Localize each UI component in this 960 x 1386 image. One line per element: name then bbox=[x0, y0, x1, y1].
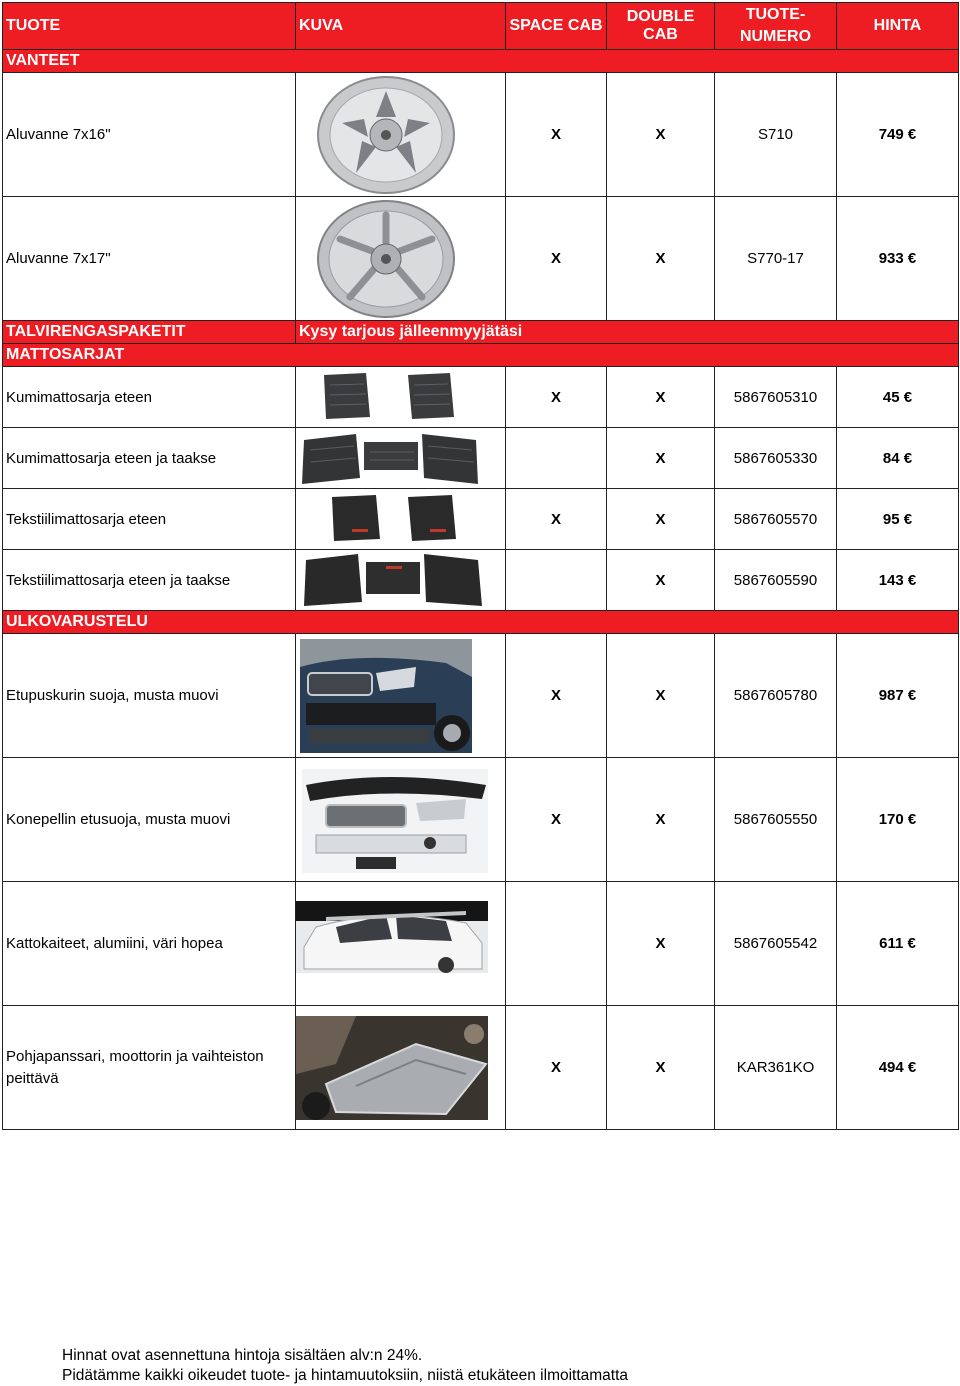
footer-notes bbox=[62, 1346, 628, 1386]
product-name: Konepellin etusuoja, musta muovi bbox=[3, 758, 296, 882]
product-number: KAR361KO bbox=[715, 1006, 837, 1130]
section-row-mattosarjat bbox=[3, 344, 959, 367]
textile-mats-front-image bbox=[296, 491, 506, 547]
space-cab-mark bbox=[506, 428, 607, 489]
product-price: 170 € bbox=[837, 758, 959, 882]
product-image-cell bbox=[296, 73, 506, 197]
product-image-cell bbox=[296, 489, 506, 550]
header-hinta: HINTA bbox=[837, 3, 959, 50]
double-cab-mark: X bbox=[607, 1006, 715, 1130]
double-cab-mark: X bbox=[607, 882, 715, 1006]
section-mattosarjat: MATTOSARJAT bbox=[3, 344, 959, 367]
header-space-cab: SPACE CAB bbox=[506, 3, 607, 50]
header-tuotenumero-line2: NUMERO bbox=[739, 28, 812, 45]
section-vanteet: VANTEET bbox=[3, 50, 959, 73]
product-image-cell bbox=[296, 428, 506, 489]
product-number: S710 bbox=[715, 73, 837, 197]
header-tuote: TUOTE bbox=[3, 3, 296, 50]
product-row bbox=[3, 367, 959, 428]
roof-rails-image bbox=[296, 897, 506, 977]
double-cab-mark: X bbox=[607, 489, 715, 550]
section-row-ulkovarustelu bbox=[3, 611, 959, 634]
section-row-vanteet bbox=[3, 50, 959, 73]
double-cab-mark: X bbox=[607, 73, 715, 197]
product-name: Tekstiilimattosarja eteen ja taakse bbox=[3, 550, 296, 611]
double-cab-mark: X bbox=[607, 634, 715, 758]
product-number: 5867605310 bbox=[715, 367, 837, 428]
footer-line-rights: Pidätämme kaikki oikeudet tuote- ja hintamuutoksiin, niistä etukäteen ilmoittamatta bbox=[62, 1367, 629, 1384]
space-cab-mark bbox=[506, 550, 607, 611]
product-name: Kattokaiteet, alumiini, väri hopea bbox=[3, 882, 296, 1006]
product-row bbox=[3, 758, 959, 882]
product-number: 5867605330 bbox=[715, 428, 837, 489]
wheel-17-image bbox=[296, 199, 506, 319]
product-row bbox=[3, 73, 959, 197]
product-price: 45 € bbox=[837, 367, 959, 428]
front-bumper-guard-image bbox=[296, 637, 506, 755]
header-kuva: KUVA bbox=[296, 3, 506, 50]
product-image-cell bbox=[296, 1006, 506, 1130]
space-cab-mark bbox=[506, 882, 607, 1006]
product-image-cell bbox=[296, 634, 506, 758]
product-name-line1: Pohjapanssari, moottorin ja vaihteiston bbox=[6, 1047, 264, 1065]
product-number: 5867605780 bbox=[715, 634, 837, 758]
space-cab-mark: X bbox=[506, 758, 607, 882]
product-price: 494 € bbox=[837, 1006, 959, 1130]
product-row bbox=[3, 882, 959, 1006]
price-table bbox=[2, 2, 959, 1130]
product-name-line2: peittävä bbox=[6, 1069, 59, 1087]
header-tuotenumero bbox=[715, 3, 837, 50]
product-row bbox=[3, 1006, 959, 1130]
wheel-16-image bbox=[296, 75, 506, 195]
product-image-cell bbox=[296, 882, 506, 1006]
hood-deflector-image bbox=[296, 765, 506, 875]
double-cab-mark: X bbox=[607, 428, 715, 489]
product-price: 749 € bbox=[837, 73, 959, 197]
double-cab-mark: X bbox=[607, 758, 715, 882]
product-price: 987 € bbox=[837, 634, 959, 758]
double-cab-mark: X bbox=[607, 197, 715, 321]
product-number: 5867605570 bbox=[715, 489, 837, 550]
section-row-talvirengaspaketit bbox=[3, 321, 959, 344]
space-cab-mark: X bbox=[506, 489, 607, 550]
skid-plate-image bbox=[296, 1014, 506, 1122]
space-cab-mark: X bbox=[506, 197, 607, 321]
section-talvirengaspaketit: TALVIRENGASPAKETIT bbox=[3, 321, 296, 344]
product-image-cell bbox=[296, 550, 506, 611]
header-tuotenumero-line1: TUOTE- bbox=[745, 6, 806, 23]
product-name: Aluvanne 7x17" bbox=[3, 197, 296, 321]
product-name: Aluvanne 7x16" bbox=[3, 73, 296, 197]
space-cab-mark: X bbox=[506, 73, 607, 197]
double-cab-mark: X bbox=[607, 550, 715, 611]
product-row bbox=[3, 489, 959, 550]
product-price: 84 € bbox=[837, 428, 959, 489]
rubber-mats-full-image bbox=[296, 428, 506, 488]
product-number: 5867605542 bbox=[715, 882, 837, 1006]
product-name: Kumimattosarja eteen ja taakse bbox=[3, 428, 296, 489]
space-cab-mark: X bbox=[506, 634, 607, 758]
header-double-cab: DOUBLE CAB bbox=[607, 3, 715, 50]
product-number: S770-17 bbox=[715, 197, 837, 321]
product-row bbox=[3, 550, 959, 611]
product-image-cell bbox=[296, 758, 506, 882]
section-talvirengas-note: Kysy tarjous jälleenmyyjätäsi bbox=[296, 321, 959, 344]
space-cab-mark: X bbox=[506, 367, 607, 428]
product-name: Kumimattosarja eteen bbox=[3, 367, 296, 428]
product-number: 5867605590 bbox=[715, 550, 837, 611]
header-row bbox=[3, 3, 959, 50]
product-number: 5867605550 bbox=[715, 758, 837, 882]
product-row bbox=[3, 634, 959, 758]
product-row bbox=[3, 197, 959, 321]
double-cab-mark: X bbox=[607, 367, 715, 428]
product-price: 95 € bbox=[837, 489, 959, 550]
product-image-cell bbox=[296, 197, 506, 321]
section-ulkovarustelu: ULKOVARUSTELU bbox=[3, 611, 959, 634]
textile-mats-full-image bbox=[296, 550, 506, 610]
product-name: Tekstiilimattosarja eteen bbox=[3, 489, 296, 550]
product-row bbox=[3, 428, 959, 489]
product-price: 143 € bbox=[837, 550, 959, 611]
product-name: Etupuskurin suoja, musta muovi bbox=[3, 634, 296, 758]
product-price: 933 € bbox=[837, 197, 959, 321]
footer-line-vat: Hinnat ovat asennettuna hintoja sisältäen alv:n 24%. bbox=[62, 1347, 423, 1364]
product-name bbox=[3, 1006, 296, 1130]
product-price: 611 € bbox=[837, 882, 959, 1006]
rubber-mats-front-image bbox=[296, 369, 506, 425]
space-cab-mark: X bbox=[506, 1006, 607, 1130]
product-image-cell bbox=[296, 367, 506, 428]
